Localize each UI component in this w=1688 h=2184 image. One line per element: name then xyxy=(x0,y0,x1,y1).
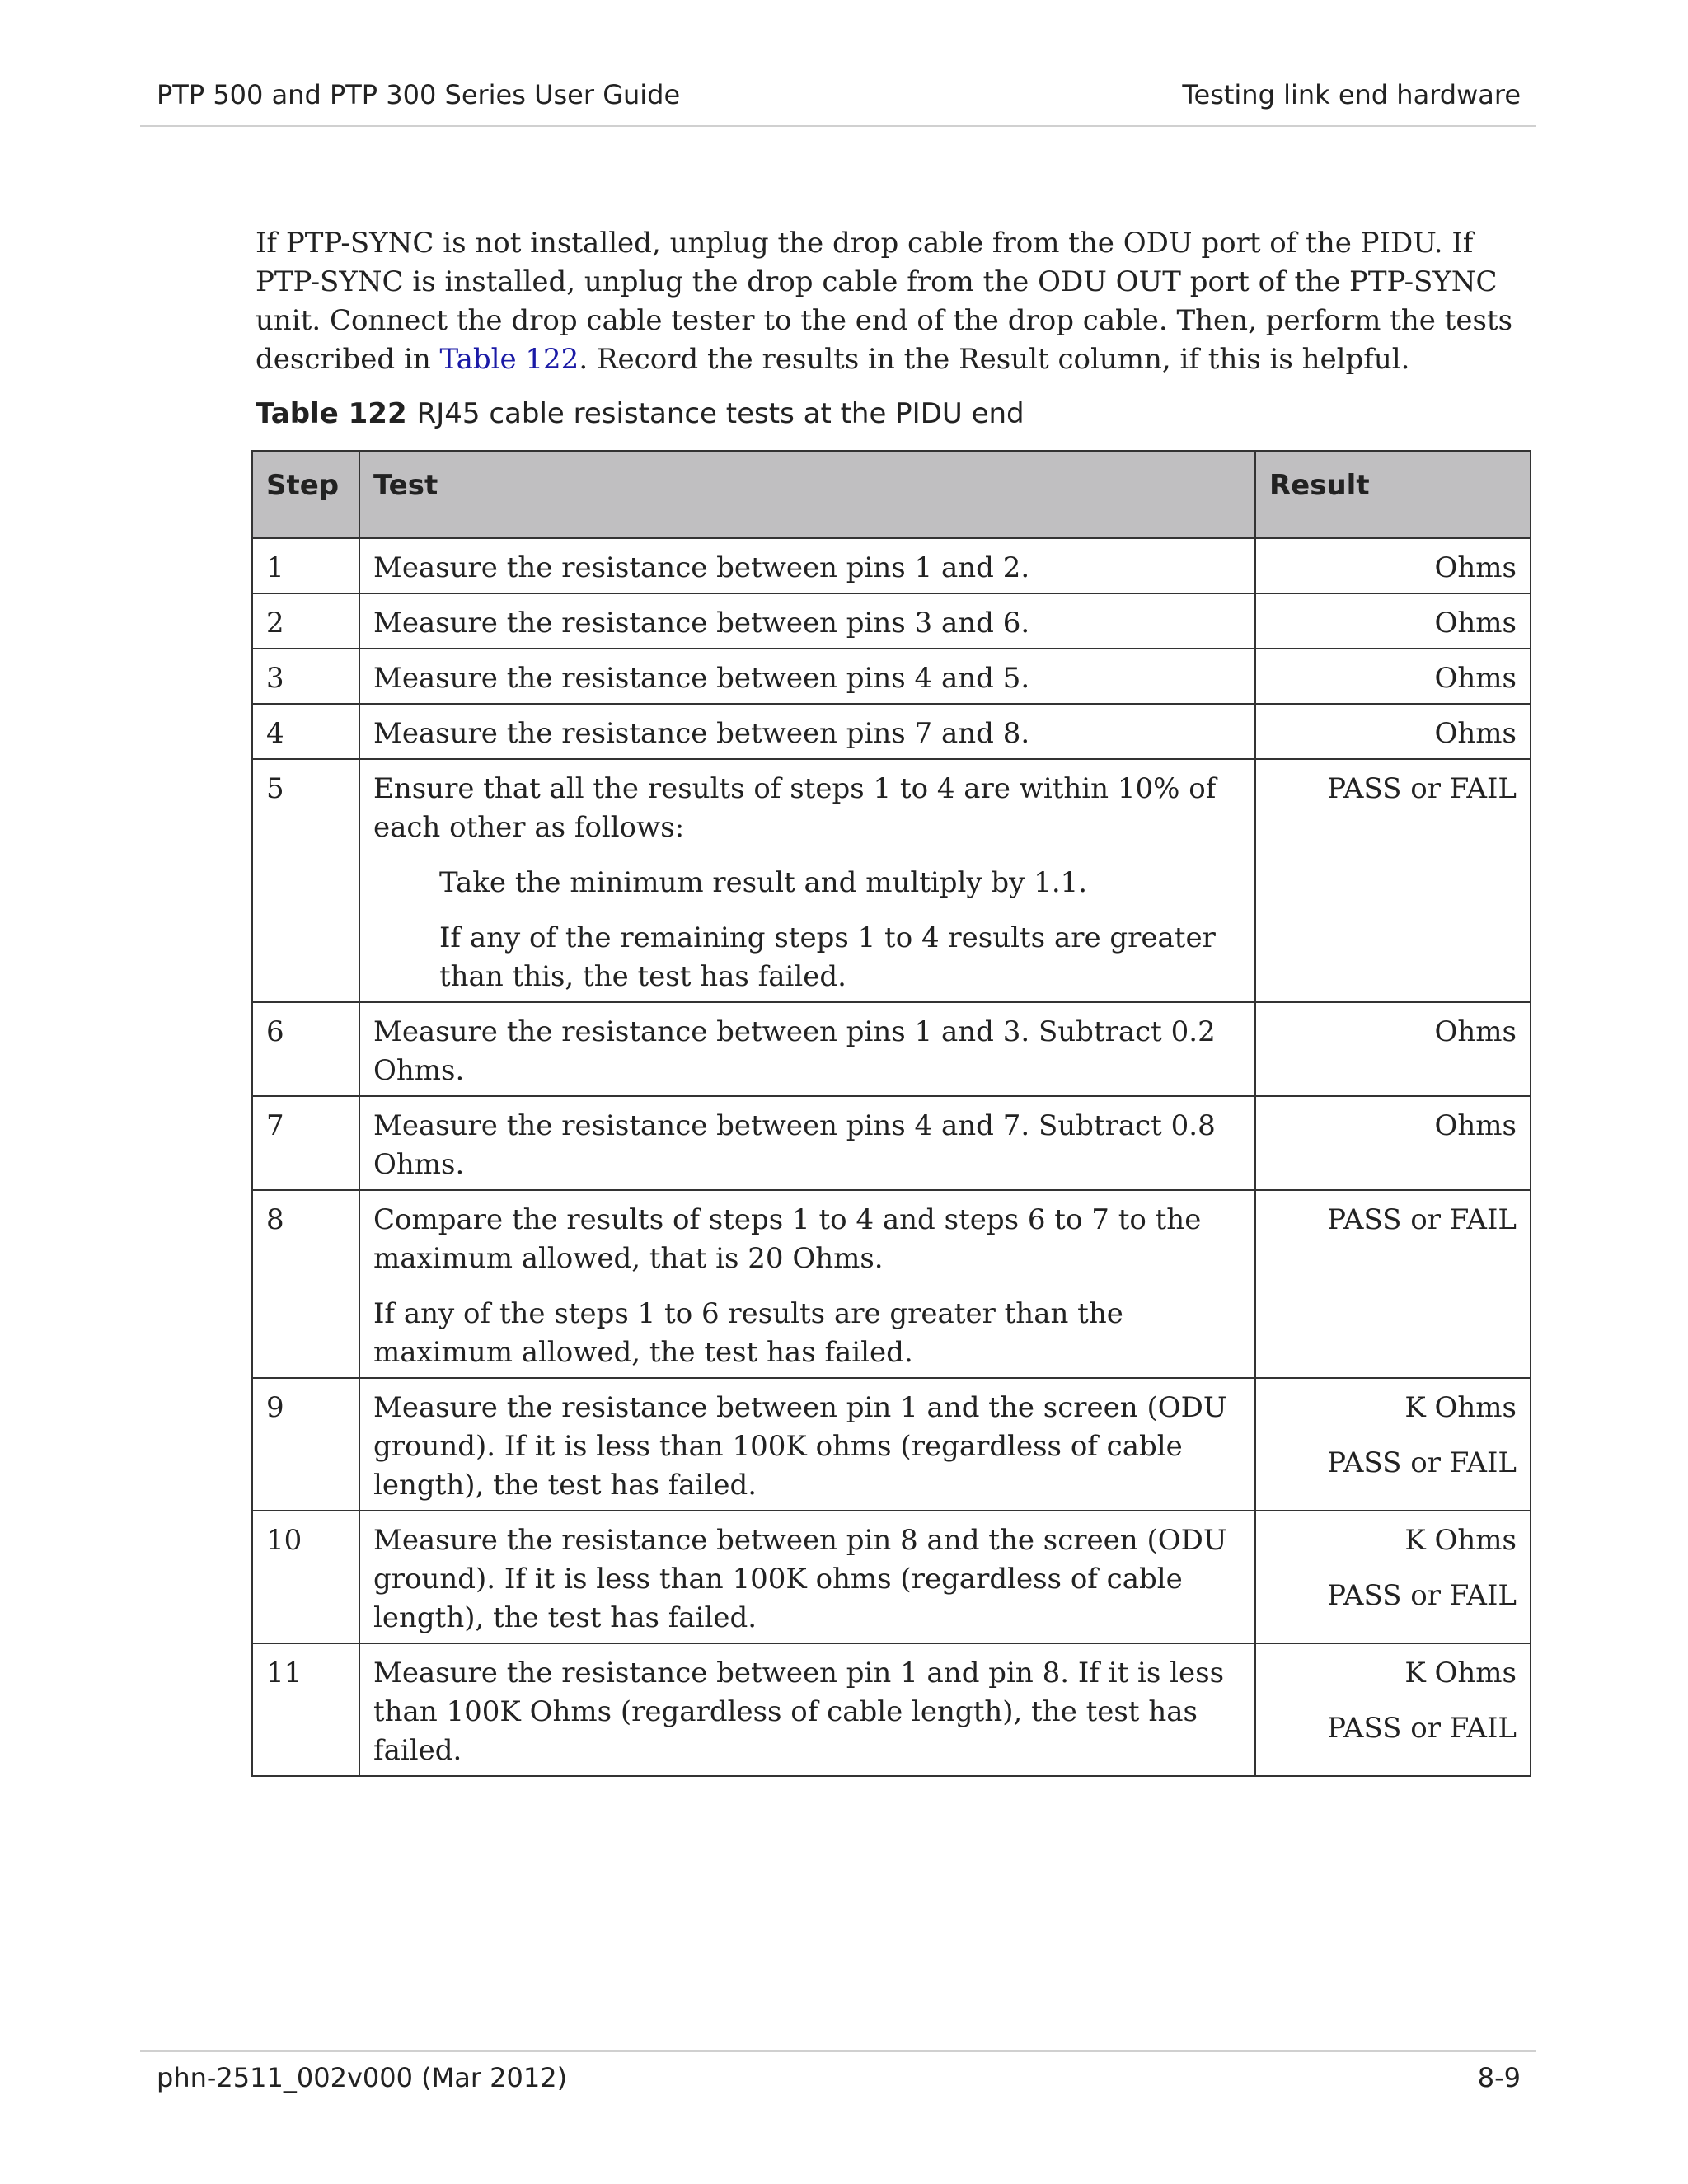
test-cell xyxy=(359,1378,1255,1511)
test-text: Measure the resistance between pin 1 and the screen (ODU ground). If it is less than 100K ohms (regardless of cable length), the test has failed. xyxy=(373,1391,1227,1502)
result-cell xyxy=(1255,1643,1531,1776)
test-text: If any of the remaining steps 1 to 4 results are greater than this, the test has failed. xyxy=(439,921,1216,993)
intro-text-end: . Record the results in the Result column, if this is helpful. xyxy=(579,343,1410,376)
step-cell: 1 xyxy=(252,538,359,593)
test-cell xyxy=(359,538,1255,593)
result-cell xyxy=(1255,1511,1531,1643)
table-body xyxy=(252,538,1531,1776)
table-row xyxy=(252,1511,1531,1643)
table-reference-link[interactable]: Table 122 xyxy=(439,343,579,376)
table-row xyxy=(252,1643,1531,1776)
test-text: Measure the resistance between pins 7 and 8. xyxy=(373,717,1030,750)
test-cell xyxy=(359,593,1255,649)
test-cell xyxy=(359,1511,1255,1643)
result-text: PASS or FAIL xyxy=(1327,1579,1517,1612)
test-cell xyxy=(359,649,1255,704)
test-text: Measure the resistance between pin 8 and the screen (ODU ground). If it is less than 100K ohms (regardless of cable length), the test has failed. xyxy=(373,1524,1227,1634)
test-cell xyxy=(359,1002,1255,1096)
footer-divider xyxy=(140,2050,1536,2052)
test-text: Compare the results of steps 1 to 4 and steps 6 to 7 to the maximum allowed, that is 20 Ohms. xyxy=(373,1203,1202,1275)
result-text: Ohms xyxy=(1434,717,1517,750)
result-text: K Ohms xyxy=(1404,1391,1517,1424)
step-cell: 5 xyxy=(252,759,359,1002)
result-text: PASS or FAIL xyxy=(1327,1712,1517,1745)
header-divider xyxy=(140,125,1536,127)
table-header-row xyxy=(252,451,1531,538)
resistance-tests-table xyxy=(251,450,1531,1777)
result-text: PASS or FAIL xyxy=(1327,1203,1517,1236)
intro-paragraph xyxy=(256,224,1541,379)
result-text: Ohms xyxy=(1434,1109,1517,1142)
test-text: Measure the resistance between pins 1 and 3. Subtract 0.2 Ohms. xyxy=(373,1015,1216,1087)
step-cell: 7 xyxy=(252,1096,359,1190)
table-row xyxy=(252,1002,1531,1096)
intro-text-start: If PTP-SYNC is not installed, unplug the drop cable from the ODU port of the PIDU. If PTP-SYNC is installed, unplug the drop cable from the ODU OUT port of the PTP-SYNC unit. Connect the drop cable tester to the end of the drop cable. Then, perform the tests described in xyxy=(256,227,1513,376)
step-cell: 9 xyxy=(252,1378,359,1511)
result-cell xyxy=(1255,649,1531,704)
table-row xyxy=(252,1096,1531,1190)
document-id: phn-2511_002v000 (Mar 2012) xyxy=(157,2062,568,2093)
test-cell xyxy=(359,759,1255,1002)
page-header xyxy=(157,79,1521,110)
result-cell xyxy=(1255,538,1531,593)
step-cell: 6 xyxy=(252,1002,359,1096)
result-cell xyxy=(1255,593,1531,649)
result-cell xyxy=(1255,1002,1531,1096)
result-text: K Ohms xyxy=(1404,1524,1517,1557)
result-text: PASS or FAIL xyxy=(1327,1446,1517,1479)
table-caption xyxy=(256,397,1025,430)
test-text: Measure the resistance between pins 4 and 7. Subtract 0.8 Ohms. xyxy=(373,1109,1216,1181)
table-row xyxy=(252,649,1531,704)
result-cell xyxy=(1255,1096,1531,1190)
table-row xyxy=(252,593,1531,649)
table-row xyxy=(252,759,1531,1002)
result-text: Ohms xyxy=(1434,607,1517,640)
test-cell xyxy=(359,1190,1255,1378)
caption-text: RJ45 cable resistance tests at the PIDU end xyxy=(416,397,1025,430)
header-title: PTP 500 and PTP 300 Series User Guide xyxy=(157,79,681,110)
step-cell: 3 xyxy=(252,649,359,704)
test-cell xyxy=(359,1096,1255,1190)
result-text: Ohms xyxy=(1434,551,1517,584)
test-text: Measure the resistance between pins 3 and 6. xyxy=(373,607,1030,640)
result-text: Ohms xyxy=(1434,662,1517,695)
result-text: Ohms xyxy=(1434,1015,1517,1048)
page-number: 8-9 xyxy=(1477,2062,1521,2093)
table-row xyxy=(252,704,1531,759)
header-section: Testing link end hardware xyxy=(1182,79,1521,110)
step-cell: 2 xyxy=(252,593,359,649)
header-step: Step xyxy=(252,451,359,538)
test-cell xyxy=(359,704,1255,759)
test-text: Measure the resistance between pins 4 and 5. xyxy=(373,662,1030,695)
caption-label: Table 122 xyxy=(256,397,407,430)
test-text: If any of the steps 1 to 6 results are greater than the maximum allowed, the test has failed. xyxy=(373,1297,1123,1369)
result-cell xyxy=(1255,759,1531,1002)
result-cell xyxy=(1255,1190,1531,1378)
step-cell: 11 xyxy=(252,1643,359,1776)
result-cell xyxy=(1255,1378,1531,1511)
test-text: Measure the resistance between pins 1 and 2. xyxy=(373,551,1030,584)
test-text: Take the minimum result and multiply by 1.1. xyxy=(439,866,1088,899)
step-cell: 8 xyxy=(252,1190,359,1378)
header-result: Result xyxy=(1255,451,1531,538)
result-cell xyxy=(1255,704,1531,759)
step-cell: 10 xyxy=(252,1511,359,1643)
test-cell xyxy=(359,1643,1255,1776)
header-test: Test xyxy=(359,451,1255,538)
table-row xyxy=(252,538,1531,593)
step-cell: 4 xyxy=(252,704,359,759)
test-text: Ensure that all the results of steps 1 to 4 are within 10% of each other as follows: xyxy=(373,772,1217,844)
result-text: K Ohms xyxy=(1404,1657,1517,1690)
table-row xyxy=(252,1378,1531,1511)
table-row xyxy=(252,1190,1531,1378)
page-footer xyxy=(157,2062,1521,2093)
test-text: Measure the resistance between pin 1 and pin 8. If it is less than 100K Ohms (regardless of cable length), the test has failed. xyxy=(373,1657,1225,1767)
result-text: PASS or FAIL xyxy=(1327,772,1517,805)
